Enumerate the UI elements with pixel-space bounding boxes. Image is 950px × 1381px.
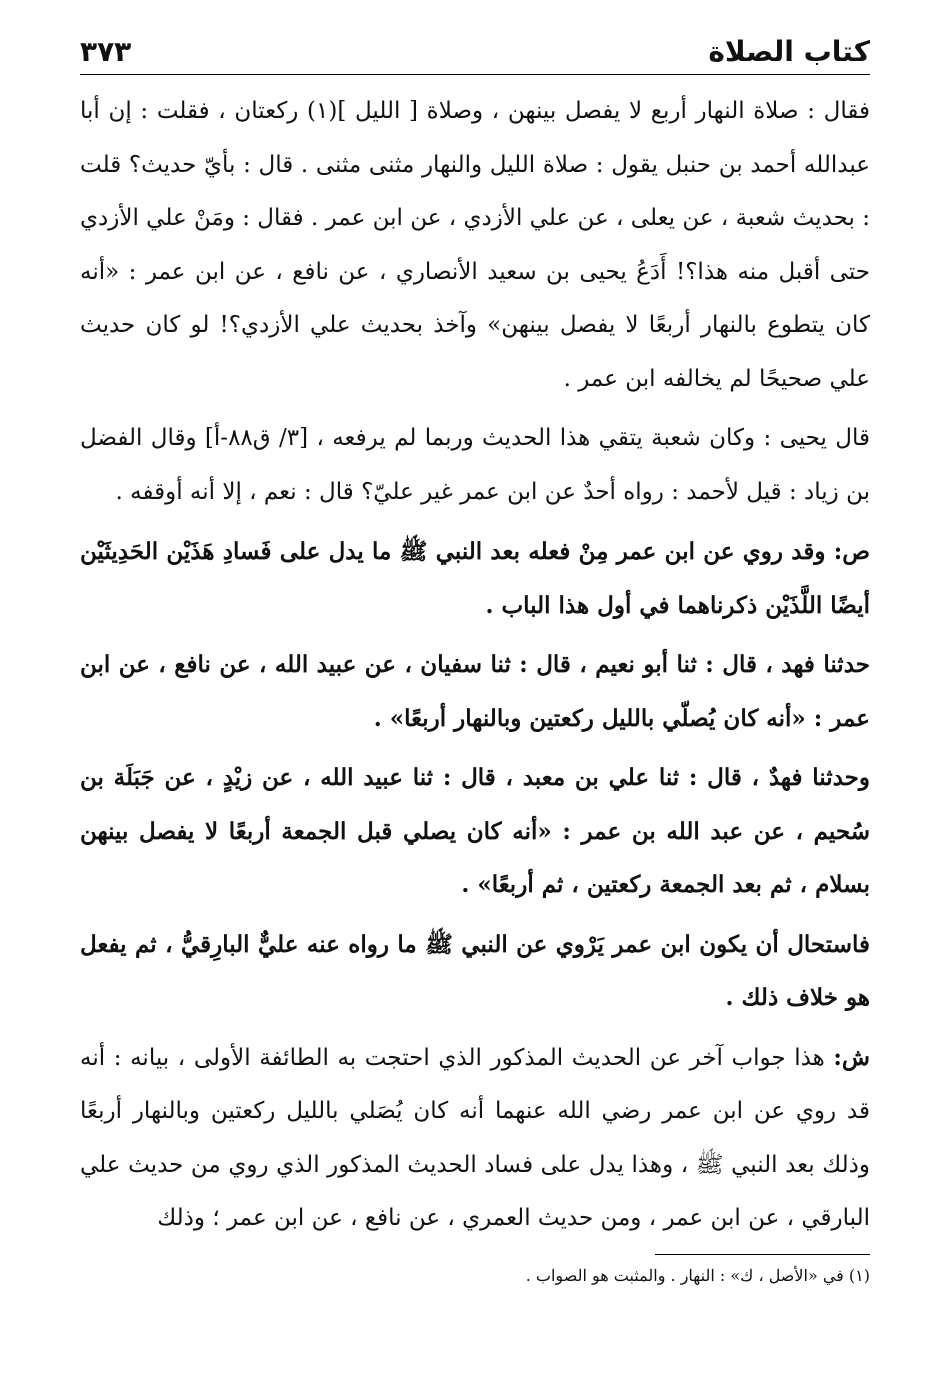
paragraph-text: فاستحال أن يكون ابن عمر يَرْوي عن النبي ﷺ ما رواه عنه عليٌّ البارِقيُّ ، ثم يفعل هو خلاف ذلك . [80,930,870,1011]
chapter-title: كتاب الصلاة [708,35,870,68]
paragraph-6-matn [80,918,870,1025]
page [80,30,870,1291]
paragraph-3-matn [80,525,870,632]
matn-marker: ص: [833,538,870,565]
paragraph-text: وقد روي عن ابن عمر مِنْ فعله بعد النبي ﷺ ما يدل على فَسادِ هَذَيْن الحَدِيثَيْن أيضًا اللَّذَيْن ذكرناهما في أول هذا الباب . [80,538,870,619]
paragraph-text: فقال : صلاة النهار أربع لا يفصل بينهن ، وصلاة [ الليل ](١) ركعتان ، فقلت : إن أبا عبدالله أحمد بن حنبل يقول : صلاة الليل والنهار مثنى مثنى . قال : بأيّ حديث؟ قلت : بحديث شعبة ، عن يعلى ، عن علي الأزدي ، عن ابن عمر . فقال : ومَنْ علي الأزدي حتى أقبل منه هذا؟! أَدَعُ يحيى بن سعيد الأنصاري ، عن نافع ، عن ابن عمر : «أنه كان يتطوع بالنهار أربعًا لا يفصل بينهن» وآخذ بحديث علي الأزدي؟! لو كان حديث علي صحيحًا لم يخالفه ابن عمر . [80,98,870,392]
paragraph-5-matn [80,751,870,912]
paragraph-text: قال يحيى : وكان شعبة يتقي هذا الحديث وربما لم يرفعه ، [٣/ ق٨٨-أ] وقال الفضل بن زياد : قيل لأحمد : رواه أحدٌ عن ابن عمر غير عليّ؟ قال : نعم ، إلا أنه أوقفه . [80,425,870,505]
paragraph-1 [80,85,870,406]
paragraph-text: وحدثنا فهدٌ ، قال : ثنا علي بن معبد ، قال : ثنا عبيد الله ، عن زيْدٍ ، عن جَبَلَة بن سُحيم ، عن عبد الله بن عمر : «أنه كان يصلي قبل الجمعة أربعًا لا يفصل بينهن بسلام ، ثم بعد الجمعة ركعتين ، ثم أربعًا» . [80,764,870,898]
page-number: ٣٧٣ [80,35,132,68]
paragraph-4-matn [80,638,870,745]
page-body [80,85,870,1246]
paragraph-text: حدثنا فهد ، قال : ثنا أبو نعيم ، قال : ثنا سفيان ، عن عبيد الله ، عن نافع ، عن ابن عمر : «أنه كان يُصلّي بالليل ركعتين وبالنهار أربعًا» . [80,651,870,732]
paragraph-2 [80,412,870,519]
footnote: (١) في «الأصل ، ك» : النهار . والمثبت هو الصواب . [525,1265,870,1285]
sharh-marker: ش: [833,1043,870,1071]
paragraph-text: هذا جواب آخر عن الحديث المذكور الذي احتجت به الطائفة الأولى ، بيانه : أنه قد روي عن ابن عمر رضي الله عنهما أنه كان يُصَلي بالليل ركعتين وبالنهار أربعًا وذلك بعد النبي ﷺ ، وهذا يدل على فساد الحديث المذكور الذي روي من حديث علي البارقي ، عن ابن عمر ، ومن حديث العمري ، عن نافع ، عن ابن عمر ؛ وذلك [80,1044,870,1231]
page-header [80,30,870,75]
paragraph-7-sharh [80,1031,870,1246]
footnote-divider [655,1254,870,1255]
